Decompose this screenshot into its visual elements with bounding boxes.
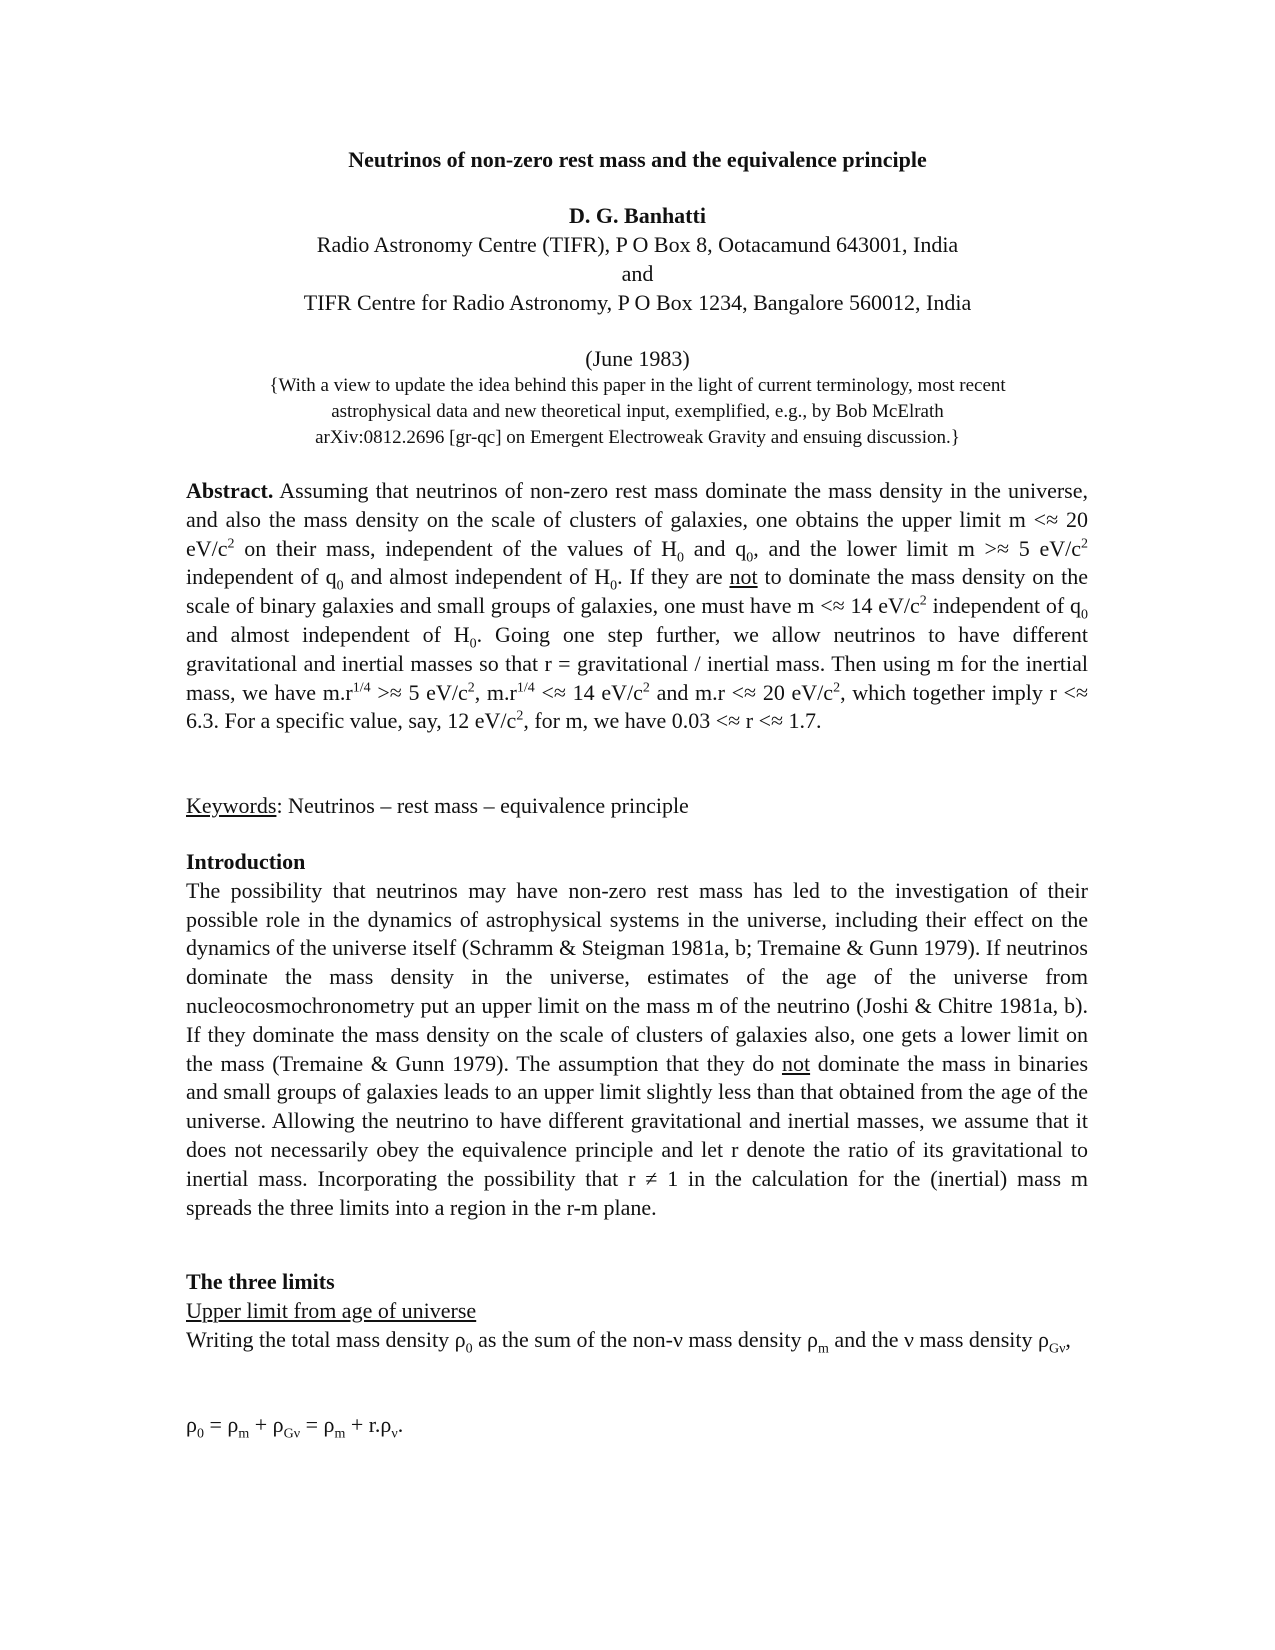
introduction-heading: Introduction [186,849,306,874]
affiliation-and: and [621,261,654,286]
paper-title: Neutrinos of non-zero rest mass and the equivalence principle [348,147,927,172]
three-limits-section: The three limits Upper limit from age of universe Writing the total mass density $\rho_0$ as the sum of the non-ν mass density $\rho_m$ and the ν mass density $\rho_{G\nu}$, [186,1269,1071,1356]
emphasis-not: not [729,564,758,590]
density-equation: $\rho_0 = \rho_m + \rho_{G\nu} = \rho_m + r.\rho_\nu$. [186,1412,404,1442]
upper-limit-subheading: Upper limit from age of universe [186,1297,477,1323]
abstract-label: Abstract. [186,478,274,503]
update-note-line: {With a view to update the idea behind this paper in the light of current terminology, most recent [269,375,1006,396]
keywords-label: Keywords [186,793,277,818]
abstract: Abstract. Assuming that neutrinos of non-zero rest mass dominate the mass density in the universe, and also the mass density on the scale of clusters of galaxies, one obtains the upper limit m <≈ 20 $eV/c^2$ on their mass, independent of the values of $H_0$ and $q_0$, and the lower limit m >≈ 5 $eV/c^2$ independent of $q_0$ and almost independent of $H_0$. If they are not to dominate the mass density on the scale of binary galaxies and small groups of galaxies, one must have m <≈ 14 $eV/c^2$ independent of $q_0$ and almost independent of $H_0$. Going one step further, we allow neutrinos to have different gravitational and inertial masses so that r = gravitational / inertial mass. Then using m for the inertial mass, we have $m.r^{1/4} >\approx 5$ $eV/c^2$, $m.r^{1/4} <\approx 14$ $eV/c^2$ and m.r <≈ 20 $eV/c^2$, which together imply r <≈ 6.3. For a specific value, say, 12 $eV/c^2$, for m, we have 0.03 <≈ r <≈ 1.7. [186,478,1089,734]
three-limits-heading: The three limits [186,1269,335,1294]
keywords: Keywords: Neutrinos – rest mass – equivalence principle [186,793,689,818]
update-note-line: astrophysical data and new theoretical input, exemplified, e.g., by Bob McElrath [331,401,944,422]
affiliation-1: Radio Astronomy Centre (TIFR), P O Box 8, Ootacamund 643001, India [316,232,959,257]
author-name: D. G. Banhatti [569,203,706,228]
emphasis-not: not [781,1050,811,1076]
introduction-section: Introduction The possibility that neutrinos may have non-zero rest mass has led to the investigation of their possible role in the dynamics of astrophysical systems in the universe, including their effect on the dynamics of the universe itself (Schramm & Steigman 1981a, b; Tremaine & Gunn 1979). If neutrinos dominate the mass density in the universe, estimates of the age of the universe from nucleocosmochronometry put an upper limit on the mass m of the neutrino (Joshi & Chitre 1981a, b). If they dominate the mass density on the scale of clusters of galaxies also, one gets a lower limit on the mass (Tremaine & Gunn 1979). The assumption that they do not dominate the mass in binaries and small groups of galaxies leads to an upper limit slightly less than that obtained from the age of the universe. Allowing the neutrino to have different gravitational and inertial masses, we assume that it does not necessarily obey the equivalence principle and let r denote the ratio of its gravitational to inertial mass. Incorporating the possibility that r ≠ 1 in the calculation for the (inertial) mass m spreads the three limits into a region in the r-m plane. [186,849,1089,1220]
update-note-line: arXiv:0812.2696 [gr-qc] on Emergent Electroweak Gravity and ensuing discussion.} [315,427,960,448]
paper-date: (June 1983) [585,346,690,371]
affiliation-2: TIFR Centre for Radio Astronomy, P O Box 1234, Bangalore 560012, India [303,290,972,315]
